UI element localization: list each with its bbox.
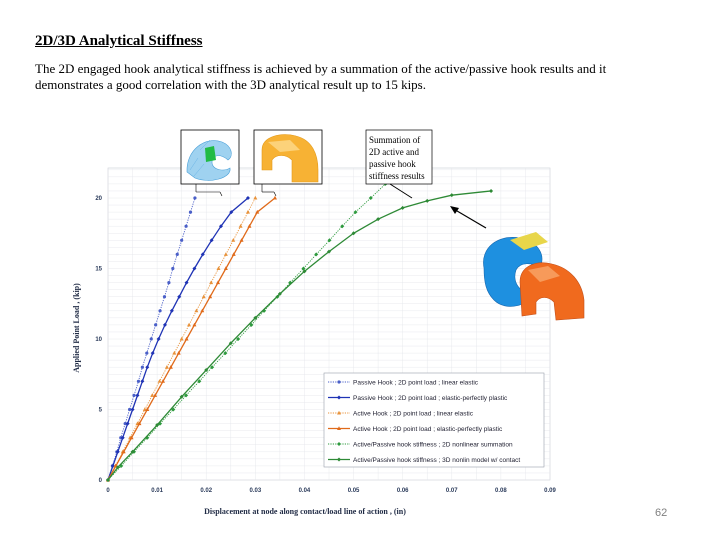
data-point [158, 309, 161, 312]
x-tick-label: 0.06 [396, 488, 409, 494]
slide-number: 62 [655, 507, 668, 519]
x-tick-label: 0.07 [445, 488, 458, 494]
x-tick-label: 0.09 [544, 488, 556, 494]
legend-label: Active/Passive hook stiffness ; 2D nonlinear summation [353, 441, 513, 449]
data-point [171, 267, 174, 270]
data-point [132, 394, 135, 397]
data-point [184, 225, 187, 228]
data-point [176, 253, 179, 256]
data-point [337, 380, 340, 383]
y-tick-label: 15 [95, 266, 102, 273]
x-tick-label: 0.04 [298, 488, 311, 494]
data-point [137, 380, 140, 383]
legend-entry [328, 395, 508, 402]
legend-label: Passive Hook ; 2D point load ; linear elastic [353, 379, 479, 387]
x-tick-labels [106, 488, 556, 494]
y-tick-label: 0 [98, 478, 102, 484]
callout-line-4: stiffness results [369, 171, 425, 181]
data-point [180, 239, 183, 242]
data-point [150, 337, 153, 340]
data-point [167, 281, 170, 284]
slide-paragraph: The 2D engaged hook analytical stiffness is achieved by a summation of the active/passive hook results and it demonstrates a good correlation with the 3D analytical result up to 15 kips. [35, 61, 607, 92]
data-point [163, 295, 166, 298]
x-tick-label: 0.02 [200, 488, 213, 494]
legend-entry [328, 441, 513, 448]
legend-label: Active/Passive hook stiffness ; 3D nonlin model w/ contact [353, 456, 521, 464]
legend-label: Active Hook ; 2D point load ; elastic-perfectly plastic [353, 425, 503, 433]
data-point [145, 352, 148, 355]
legend-entry [328, 457, 520, 464]
x-axis-label: Displacement at node along contact/load line of action , (in) [204, 507, 406, 516]
x-tick-label: 0 [106, 488, 110, 494]
legend-entry [328, 426, 503, 433]
y-tick-label: 20 [95, 196, 102, 202]
data-point [189, 211, 192, 214]
x-tick-label: 0.08 [495, 488, 507, 494]
callout-line-1: Summation of [369, 135, 421, 145]
y-axis-label: Applied Point Load , (kip) [72, 283, 81, 373]
data-point [154, 323, 157, 326]
data-point [141, 366, 144, 369]
y-tick-label: 5 [98, 407, 102, 414]
legend-label: Passive Hook ; 2D point load ; elastic-perfectly plastic [353, 394, 508, 402]
data-point [193, 196, 196, 199]
callout-line-3: passive hook [369, 159, 416, 169]
y-tick-labels [95, 196, 102, 484]
x-tick-label: 0.03 [249, 488, 262, 494]
y-tick-label: 10 [95, 337, 102, 343]
callout-line-2: 2D active and [369, 147, 419, 157]
slide-title: 2D/3D Analytical Stiffness [35, 33, 203, 49]
legend [324, 373, 544, 467]
legend-label: Active Hook ; 2D point load ; linear elastic [353, 410, 473, 418]
x-tick-label: 0.01 [151, 488, 163, 494]
x-tick-label: 0.05 [347, 488, 360, 494]
